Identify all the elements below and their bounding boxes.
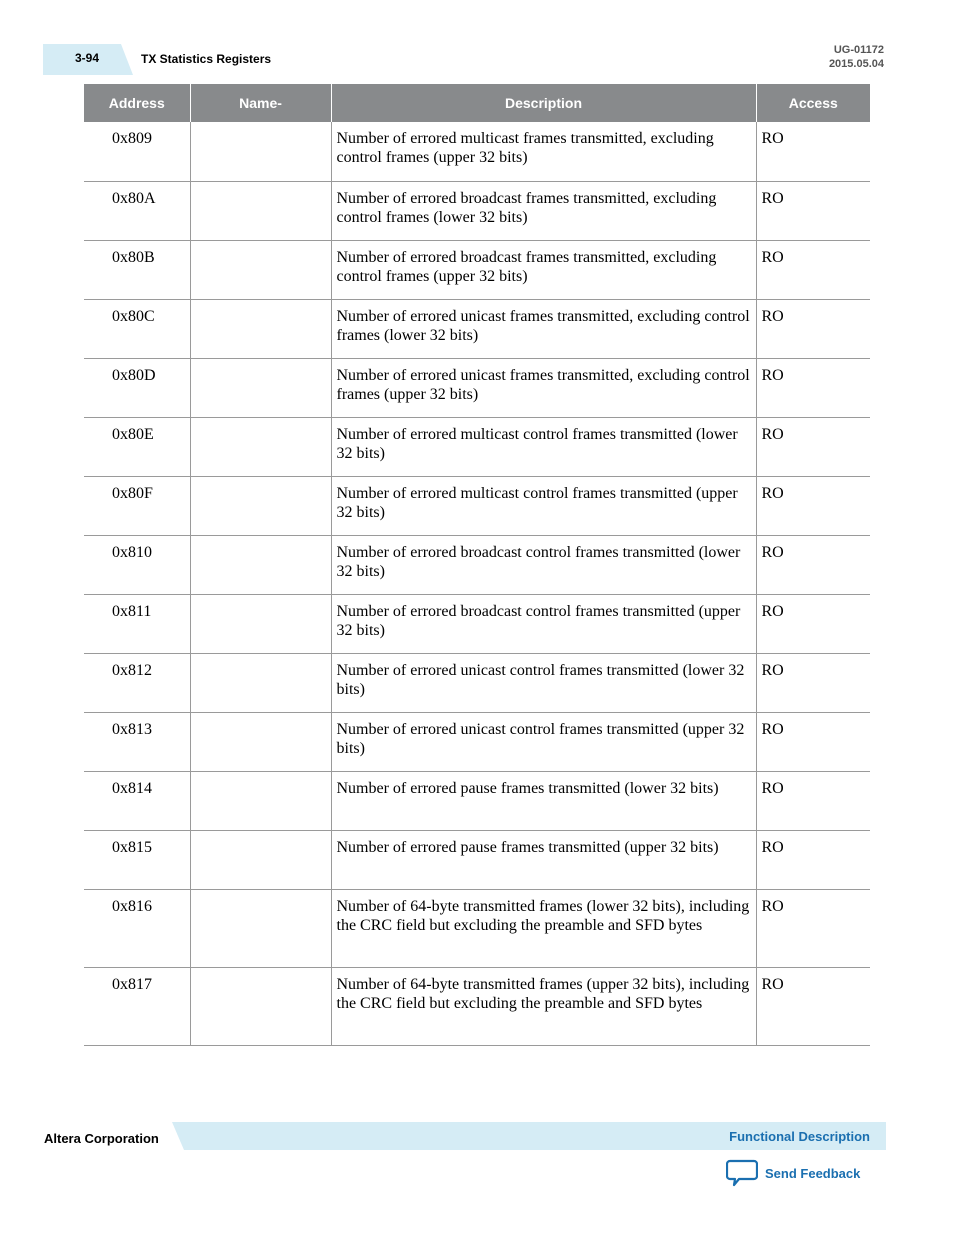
cell-access: RO [756,240,870,299]
cell-description: Number of errored multicast control frames transmitted (upper 32 bits) [331,476,756,535]
cell-address: 0x812 [84,653,190,712]
cell-address: 0x815 [84,830,190,889]
cell-description: Number of errored unicast control frames transmitted (upper 32 bits) [331,712,756,771]
table-row [84,712,870,771]
table-row [84,830,870,889]
cell-description: Number of errored pause frames transmitted (upper 32 bits) [331,830,756,889]
cell-access: RO [756,358,870,417]
table-row [84,299,870,358]
document-info [829,43,884,71]
table-row [84,240,870,299]
cell-address: 0x80D [84,358,190,417]
column-header-address: Address [84,84,190,122]
cell-name [190,830,331,889]
cell-access: RO [756,771,870,830]
table-row [84,122,870,181]
cell-access: RO [756,830,870,889]
cell-address: 0x811 [84,594,190,653]
table-row [84,653,870,712]
table-row [84,358,870,417]
cell-access: RO [756,181,870,240]
table-row [84,417,870,476]
cell-address: 0x810 [84,535,190,594]
cell-description: Number of errored broadcast control frames transmitted (lower 32 bits) [331,535,756,594]
cell-address: 0x80E [84,417,190,476]
page-number: 3-94 [75,51,100,65]
send-feedback-label: Send Feedback [765,1165,861,1181]
cell-description: Number of errored multicast frames transmitted, excluding control frames (upper 32 bits) [331,122,756,181]
cell-name [190,299,331,358]
cell-name [190,122,331,181]
cell-address: 0x816 [84,889,190,967]
cell-name [190,594,331,653]
table-row [84,594,870,653]
cell-access: RO [756,476,870,535]
cell-address: 0x80A [84,181,190,240]
cell-description: Number of errored unicast control frames transmitted (lower 32 bits) [331,653,756,712]
document-id: UG-01172 [833,44,884,56]
cell-name [190,240,331,299]
cell-description: Number of errored unicast frames transmitted, excluding control frames (lower 32 bits) [331,299,756,358]
cell-access: RO [756,594,870,653]
document-date: 2015.05.04 [828,58,884,70]
cell-access: RO [756,122,870,181]
table-row [84,771,870,830]
cell-description: Number of errored broadcast frames transmitted, excluding control frames (upper 32 bits) [331,240,756,299]
table-row [84,889,870,967]
table-row [84,476,870,535]
section-title: TX Statistics Registers [141,52,272,66]
cell-address: 0x80F [84,476,190,535]
cell-description: Number of errored pause frames transmitted (lower 32 bits) [331,771,756,830]
cell-name [190,653,331,712]
cell-name [190,417,331,476]
cell-address: 0x80B [84,240,190,299]
cell-address: 0x80C [84,299,190,358]
cell-access: RO [756,653,870,712]
cell-access: RO [756,535,870,594]
cell-access: RO [756,299,870,358]
cell-access: RO [756,967,870,1045]
cell-name [190,712,331,771]
speech-bubble-icon [726,1159,758,1187]
send-feedback-link[interactable] [726,1158,860,1188]
cell-address: 0x813 [84,712,190,771]
cell-description: Number of 64-byte transmitted frames (upper 32 bits), including the CRC field but excluding the preamble and SFD bytes [331,967,756,1045]
register-table [84,84,870,1046]
column-header-access: Access [756,84,870,122]
cell-description: Number of errored unicast frames transmitted, excluding control frames (upper 32 bits) [331,358,756,417]
cell-access: RO [756,712,870,771]
functional-description-link[interactable]: Functional Description [729,1129,870,1144]
cell-access: RO [756,417,870,476]
cell-address: 0x809 [84,122,190,181]
table-row [84,535,870,594]
cell-address: 0x817 [84,967,190,1045]
cell-name [190,181,331,240]
cell-name [190,771,331,830]
cell-description: Number of errored multicast control frames transmitted (lower 32 bits) [331,417,756,476]
column-header-name: Name- [190,84,331,122]
cell-name [190,967,331,1045]
cell-address: 0x814 [84,771,190,830]
table-header-row [84,84,870,122]
cell-description: Number of 64-byte transmitted frames (lower 32 bits), including the CRC field but excluding the preamble and SFD bytes [331,889,756,967]
cell-description: Number of errored broadcast control frames transmitted (upper 32 bits) [331,594,756,653]
company-name: Altera Corporation [44,1131,159,1146]
cell-access: RO [756,889,870,967]
cell-name [190,358,331,417]
table-row [84,967,870,1045]
table-row [84,181,870,240]
cell-description: Number of errored broadcast frames transmitted, excluding control frames (lower 32 bits) [331,181,756,240]
cell-name [190,476,331,535]
column-header-description: Description [331,84,756,122]
cell-name [190,535,331,594]
cell-name [190,889,331,967]
